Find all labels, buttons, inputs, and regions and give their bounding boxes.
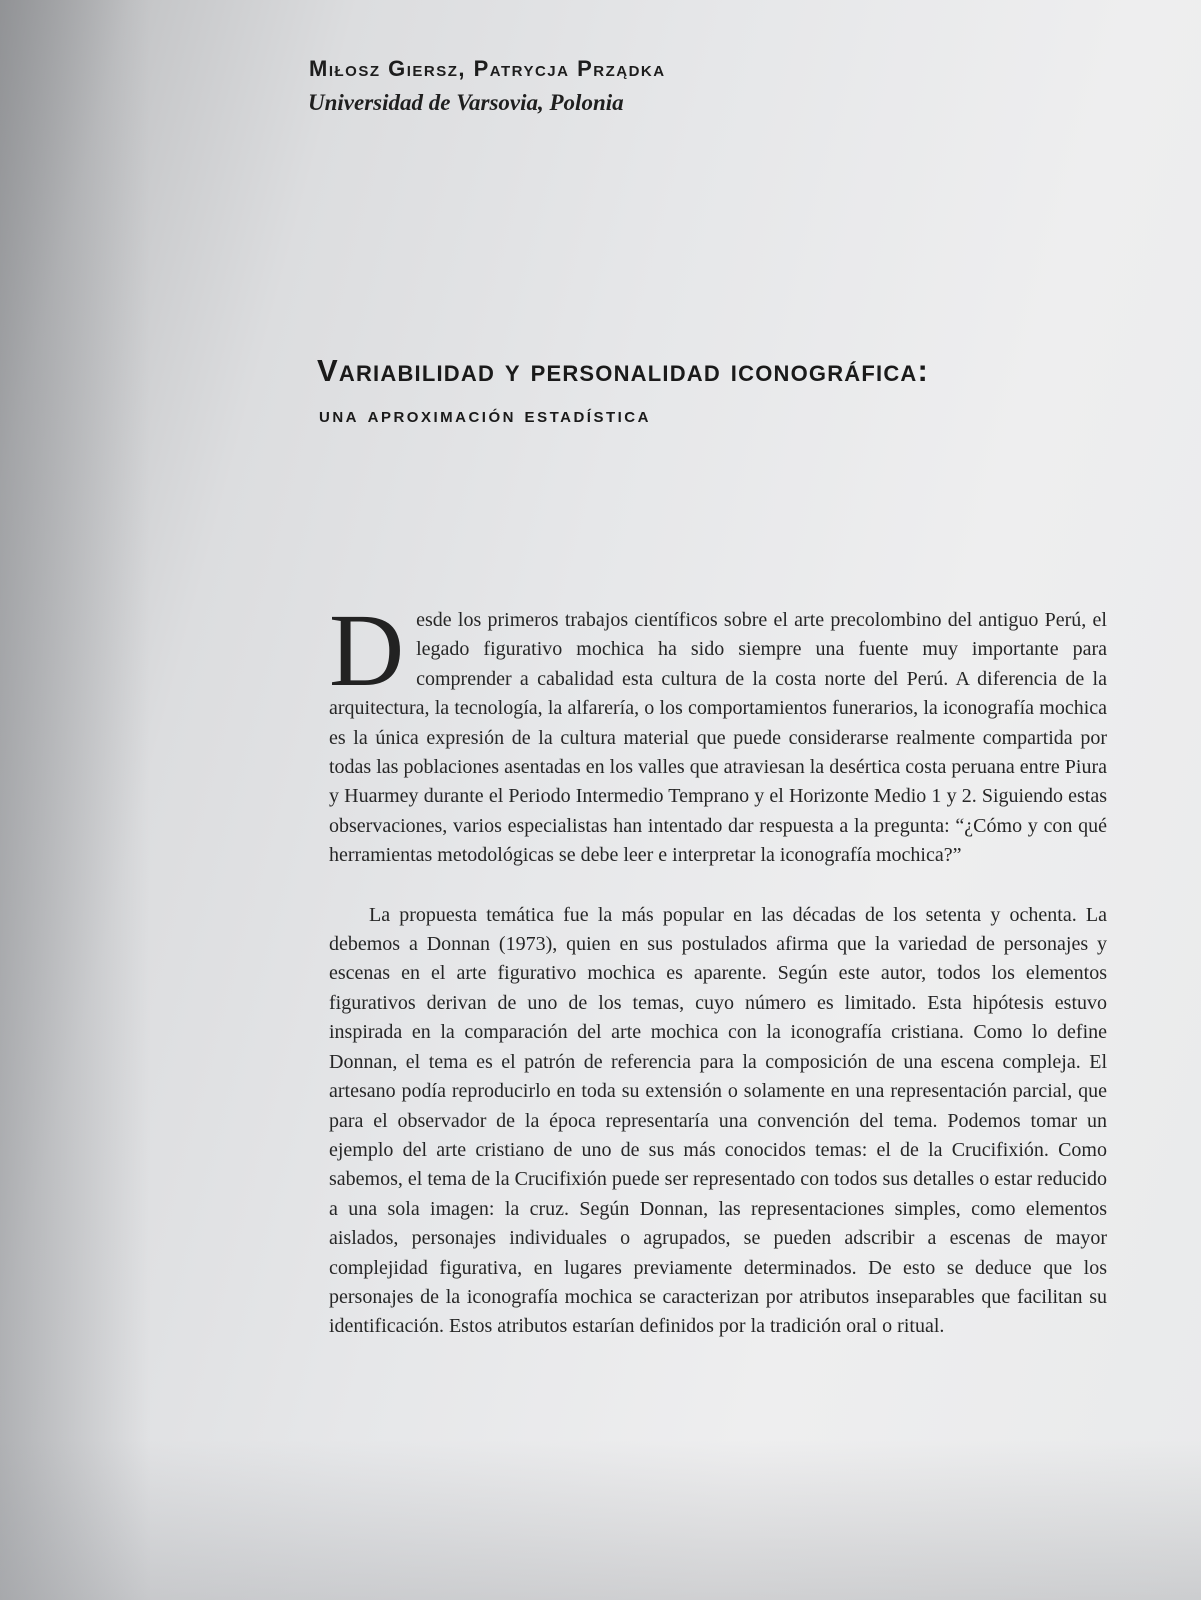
drop-cap: D: [329, 593, 405, 708]
page-shadow-left: [0, 0, 150, 1600]
paragraph-1-text: esde los primeros trabajos científicos sobre el arte precolombino del antiguo Perú, el legado figurativo mochica ha sido siempre una fuente muy importante para comprender a cabalidad esta cultura de la costa norte del Perú. A diferencia de la arquitectura, la tecnología, la alfarería, o los comportamientos funerarios, la iconografía mochica es la única expresión de la cultura material que puede considerarse realmente compartida por todas las poblaciones asentadas en los valles que atraviesan la desértica costa peruana entre Piura y Huarmey durante el Periodo Intermedio Temprano y el Horizonte Medio 1 y 2. Siguiendo estas observaciones, varios especialistas han intentado dar respuesta a la pregunta: “¿Cómo y con qué herramientas metodológicas se debe leer e interpretar la iconografía mochica?”: [329, 609, 1107, 867]
page-shadow-bottom: [0, 1440, 1201, 1600]
article-body: [329, 593, 1107, 1342]
authors: Miłosz Giersz, Patrycja Prządka: [309, 56, 666, 81]
article-subtitle: una aproximación estadística: [319, 402, 651, 427]
paragraph-1: [329, 593, 1107, 871]
affiliation: Universidad de Varsovia, Polonia: [308, 90, 624, 115]
article-title: Variabilidad y personalidad iconográfica:: [317, 353, 930, 388]
paragraph-2: La propuesta temática fue la más popular en las décadas de los setenta y ochenta. La debemos a Donnan (1973), quien en sus postulados afirma que la variedad de personajes y escenas en el arte figurativo mochica es aparente. Según este autor, todos los elementos figurativos derivan de uno de los temas, cuyo número es limitado. Esta hipótesis estuvo inspirada en la comparación del arte mochica con la iconografía cristiana. Como lo define Donnan, el tema es el patrón de referencia para la composición de una escena compleja. El artesano podía reproducirlo en toda su extensión o solamente en una representación parcial, que para el observador de la época representaría una convención del tema. Podemos tomar un ejemplo del arte cristiano de uno de sus más conocidos temas: el de la Crucifixión. Como sabemos, el tema de la Crucifixión puede ser representado con todos sus detalles o estar reducido a una sola imagen: la cruz. Según Donnan, las representaciones simples, como elementos aislados, personajes individuales o agrupados, se pueden adscribir a escenas de mayor complejidad figurativa, en lugares previamente determinados. De esto se deduce que los personajes de la iconografía mochica se caracterizan por atributos inseparables que facilitan su identificación. Estos atributos estarían definidos por la tradición oral o ritual.: [329, 903, 1107, 1338]
